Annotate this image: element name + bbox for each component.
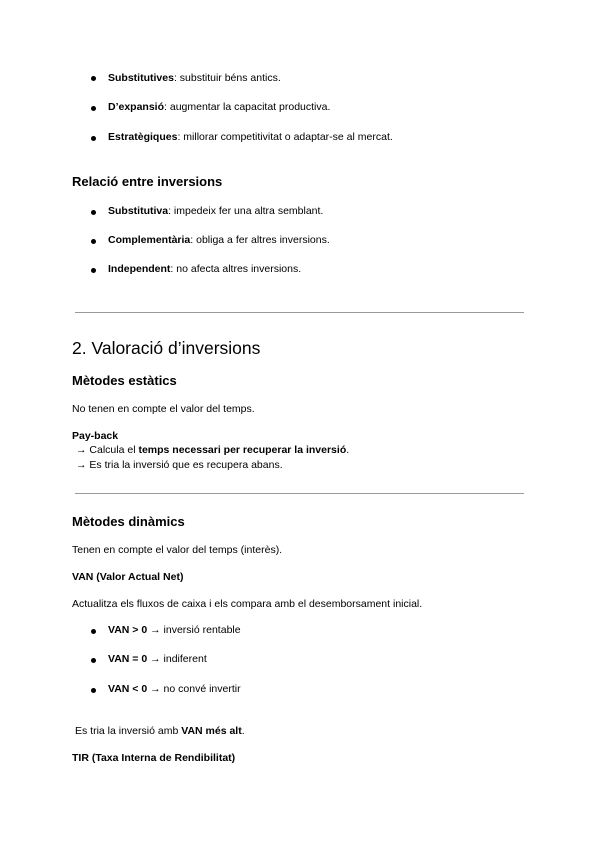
term: VAN > 0 bbox=[108, 624, 148, 636]
list-item bbox=[108, 100, 330, 114]
bullet-icon bbox=[91, 688, 96, 693]
definition: → inversió rentable bbox=[147, 624, 241, 636]
paragraph: Tenen en compte el valor del temps (interès). bbox=[72, 544, 283, 556]
text-run: Es tria la inversió amb bbox=[75, 725, 182, 737]
subsection-heading: Mètodes estàtics bbox=[72, 373, 177, 388]
term: VAN = 0 bbox=[108, 653, 148, 665]
payback-line bbox=[76, 443, 349, 457]
emphasis: VAN més alt bbox=[181, 725, 242, 737]
bullet-icon bbox=[91, 76, 96, 81]
emphasis: temps necessari per recuperar la inversió bbox=[138, 444, 347, 456]
term: Complementària bbox=[108, 234, 191, 246]
definition: : millorar competitivitat o adaptar-se al mercat. bbox=[177, 131, 393, 143]
term: Substitutiva bbox=[108, 205, 169, 217]
definition: : substituir béns antics. bbox=[173, 72, 281, 84]
list-item bbox=[108, 233, 330, 247]
definition: : augmentar la capacitat productiva. bbox=[164, 101, 331, 113]
subsection-heading: Mètodes dinàmics bbox=[72, 514, 185, 529]
method-label: VAN (Valor Actual Net) bbox=[72, 571, 184, 583]
term: VAN < 0 bbox=[108, 683, 148, 695]
paragraph bbox=[75, 724, 245, 738]
list-item bbox=[108, 262, 301, 276]
text-run: → Calcula el bbox=[76, 444, 139, 456]
term: Substitutives bbox=[108, 72, 174, 84]
horizontal-divider bbox=[75, 493, 524, 494]
bullet-icon bbox=[91, 210, 96, 215]
bullet-icon bbox=[91, 658, 96, 663]
method-label: Pay-back bbox=[72, 430, 119, 442]
bullet-icon bbox=[91, 136, 96, 141]
definition: : no afecta altres inversions. bbox=[170, 263, 302, 275]
definition: : impedeix fer una altra semblant. bbox=[168, 205, 324, 217]
list-item bbox=[108, 130, 393, 144]
bullet-icon bbox=[91, 239, 96, 244]
list-item bbox=[108, 204, 323, 218]
list-item bbox=[108, 71, 281, 85]
section-title: 2. Valoració d’inversions bbox=[72, 338, 261, 358]
paragraph: Actualitza els fluxos de caixa i els compara amb el desemborsament inicial. bbox=[72, 598, 423, 610]
list-item bbox=[108, 652, 207, 666]
term: D’expansió bbox=[108, 101, 165, 113]
definition: → indiferent bbox=[147, 653, 207, 665]
term: Independent bbox=[108, 263, 171, 275]
list-item bbox=[108, 623, 241, 637]
text-run: . bbox=[241, 725, 245, 737]
payback-line: → Es tria la inversió que es recupera abans. bbox=[76, 459, 283, 471]
definition: → no convé invertir bbox=[147, 683, 241, 695]
method-label: TIR (Taxa Interna de Rendibilitat) bbox=[72, 752, 236, 764]
bullet-icon bbox=[91, 106, 96, 111]
list-item bbox=[108, 682, 241, 696]
definition: : obliga a fer altres inversions. bbox=[190, 234, 330, 246]
text-run: . bbox=[346, 444, 350, 456]
section-heading: Relació entre inversions bbox=[72, 174, 223, 189]
paragraph: No tenen en compte el valor del temps. bbox=[72, 403, 255, 415]
term: Estratègiques bbox=[108, 131, 178, 143]
bullet-icon bbox=[91, 629, 96, 634]
bullet-icon bbox=[91, 268, 96, 273]
horizontal-divider bbox=[75, 312, 524, 313]
